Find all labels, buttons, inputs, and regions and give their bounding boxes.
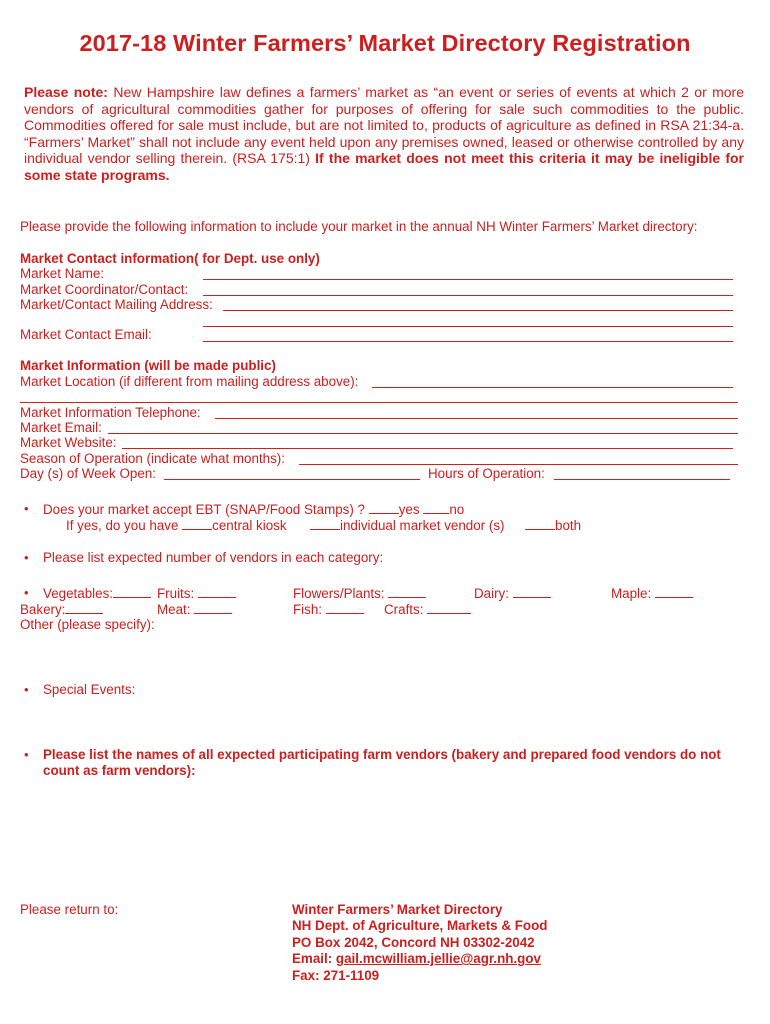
crafts-row bbox=[384, 601, 471, 618]
location-field-line2[interactable] bbox=[20, 402, 738, 403]
legal-note bbox=[24, 84, 744, 184]
intro-text: Please provide the following information to include your market in the annual NH Winter Farmers’ Market directory: bbox=[20, 219, 698, 234]
flowers-field[interactable] bbox=[388, 585, 426, 598]
special-events-label: Special Events: bbox=[43, 682, 136, 697]
meat-row bbox=[157, 601, 232, 618]
crafts-label: Crafts: bbox=[384, 602, 424, 617]
maple-row bbox=[611, 585, 693, 602]
page-title: 2017-18 Winter Farmers’ Market Directory Registration bbox=[79, 30, 691, 56]
meat-label: Meat: bbox=[157, 602, 191, 617]
market-email-field[interactable] bbox=[108, 433, 738, 434]
dairy-row bbox=[474, 585, 551, 602]
mailing-address-label: Market/Contact Mailing Address: bbox=[20, 297, 213, 312]
return-email-label: Email: bbox=[292, 951, 333, 967]
crafts-field[interactable] bbox=[427, 601, 471, 614]
fruits-row bbox=[157, 585, 236, 602]
ebt-question-row bbox=[43, 501, 464, 518]
ebt-yes-blank[interactable] bbox=[369, 501, 399, 514]
contact-email-field[interactable] bbox=[203, 341, 733, 342]
kiosk-blank[interactable] bbox=[182, 517, 212, 530]
fruits-label: Fruits: bbox=[157, 586, 195, 601]
return-line1: Winter Farmers’ Market Directory bbox=[292, 902, 503, 917]
return-line2: NH Dept. of Agriculture, Markets & Food bbox=[292, 918, 548, 934]
individual-blank[interactable] bbox=[310, 517, 340, 530]
hours-label: Hours of Operation: bbox=[428, 466, 545, 481]
bakery-field[interactable] bbox=[65, 601, 103, 614]
both-row bbox=[525, 517, 581, 534]
farm-vendors-prompt: Please list the names of all expected participating farm vendors (bakery and prepared food vendors do not count as farm vendors): bbox=[43, 747, 721, 779]
contact-email-label: Market Contact Email: bbox=[20, 327, 152, 342]
season-label: Season of Operation (indicate what months): bbox=[20, 451, 285, 466]
bullet-icon: • bbox=[24, 682, 29, 697]
bullet-icon: • bbox=[24, 747, 29, 762]
dairy-label: Dairy: bbox=[474, 586, 509, 601]
website-field[interactable] bbox=[122, 448, 733, 449]
return-line3: PO Box 2042, Concord NH 03302-2042 bbox=[292, 934, 535, 950]
ebt-question: Does your market accept EBT (SNAP/Food Stamps) ? bbox=[43, 502, 365, 517]
phone-field[interactable] bbox=[215, 418, 738, 419]
maple-label: Maple: bbox=[611, 586, 652, 601]
days-open-label: Day (s) of Week Open: bbox=[20, 466, 156, 481]
flowers-row bbox=[293, 585, 426, 602]
coordinator-label: Market Coordinator/Contact: bbox=[20, 282, 189, 297]
coordinator-field[interactable] bbox=[203, 295, 733, 296]
individual-label: individual market vendor (s) bbox=[340, 518, 505, 533]
days-open-field[interactable] bbox=[164, 479, 420, 480]
market-name-field[interactable] bbox=[203, 279, 733, 280]
note-body: New Hampshire law defines a farmers’ market as “an event or series of events at which 2 or more vendors of agricultural commodities gather for purposes of offering for sale such commodities to the public. Commodities offered for sale must include, but are not limited to, products of agriculture as defined in RSA 21:34-a. “Farmers’ Market” shall not include any event held upon any premises owned, leased or otherwise controlled by any individual vendor selling therein. (RSA 175:1) bbox=[24, 84, 745, 167]
fish-field[interactable] bbox=[326, 601, 364, 614]
return-email-row bbox=[292, 951, 547, 967]
vegetables-label: Vegetables: bbox=[43, 586, 113, 601]
info-heading: Market Information (will be made public) bbox=[20, 358, 276, 373]
mailing-address-field[interactable] bbox=[223, 310, 733, 311]
maple-field[interactable] bbox=[655, 585, 693, 598]
mailing-address-field-line2[interactable] bbox=[203, 326, 733, 327]
bakery-row bbox=[20, 601, 103, 618]
both-blank[interactable] bbox=[525, 517, 555, 530]
flowers-label: Flowers/Plants: bbox=[293, 586, 385, 601]
season-field[interactable] bbox=[299, 464, 738, 465]
fruits-field[interactable] bbox=[198, 585, 236, 598]
ebt-followup-row bbox=[66, 517, 287, 534]
meat-field[interactable] bbox=[194, 601, 232, 614]
note-warning: If the market does not meet this criteria it may be ineligible for some state programs. bbox=[24, 150, 744, 183]
ebt-no-blank[interactable] bbox=[423, 501, 449, 514]
vegetables-field[interactable] bbox=[113, 585, 151, 598]
vegetables-row bbox=[43, 585, 151, 602]
website-label: Market Website: bbox=[20, 435, 117, 450]
ebt-no-label: no bbox=[449, 502, 465, 517]
ebt-yes-label: yes bbox=[398, 502, 420, 517]
return-address bbox=[292, 902, 547, 984]
phone-label: Market Information Telephone: bbox=[20, 405, 201, 420]
vendors-prompt: Please list expected number of vendors in each category: bbox=[43, 550, 384, 565]
bullet-icon: • bbox=[24, 550, 29, 565]
bullet-icon: • bbox=[24, 585, 29, 600]
location-label: Market Location (if different from mailing address above): bbox=[20, 374, 359, 389]
return-fax: Fax: 271-1109 bbox=[292, 967, 380, 983]
contact-heading: Market Contact information( for Dept. use only) bbox=[20, 251, 320, 266]
return-label: Please return to: bbox=[20, 902, 119, 917]
note-label: Please note: bbox=[24, 84, 108, 100]
market-email-label: Market Email: bbox=[20, 420, 102, 435]
both-label: both bbox=[555, 518, 582, 533]
fish-label: Fish: bbox=[293, 602, 323, 617]
hours-field[interactable] bbox=[554, 479, 730, 480]
market-name-label: Market Name: bbox=[20, 266, 105, 281]
kiosk-label: central kiosk bbox=[212, 518, 287, 533]
location-field[interactable] bbox=[372, 387, 733, 388]
return-email-link[interactable]: gail.mcwilliam.jellie@agr.nh.gov bbox=[335, 951, 541, 967]
individual-vendor-row bbox=[310, 517, 504, 534]
other-label: Other (please specify): bbox=[20, 617, 155, 632]
fish-row bbox=[293, 601, 364, 618]
bakery-label: Bakery: bbox=[20, 602, 66, 617]
bullet-icon: • bbox=[24, 501, 29, 516]
ebt-followup: If yes, do you have bbox=[66, 518, 179, 533]
dairy-field[interactable] bbox=[513, 585, 551, 598]
